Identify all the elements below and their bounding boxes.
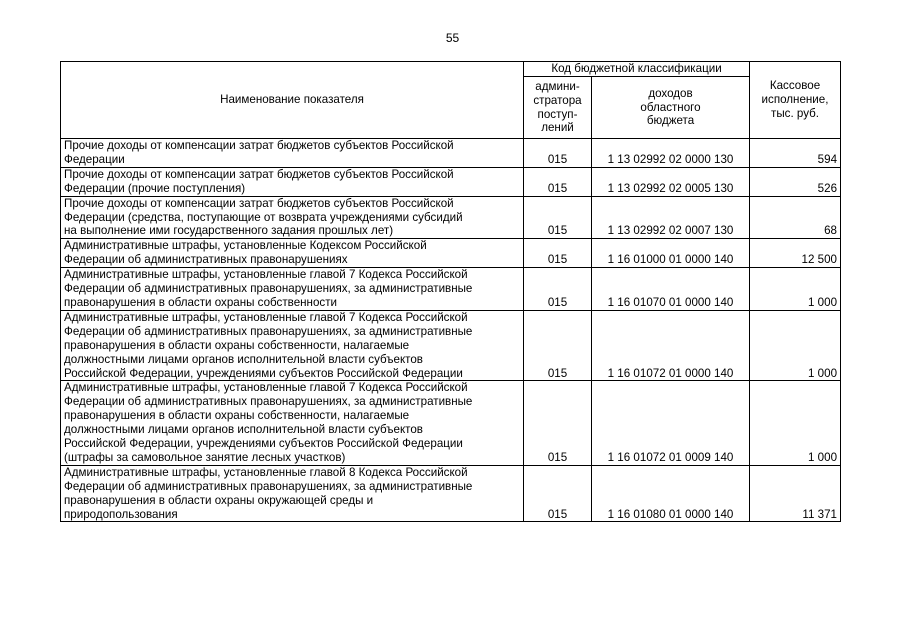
header-execution-line: исполнение, (761, 93, 829, 107)
indicator-name-line: правонарушения в области охраны собственности (64, 295, 337, 309)
administrator-code-cell: 015 (524, 310, 592, 381)
administrator-code-cell: 015 (524, 167, 592, 196)
indicator-name-line: (штрафы за самовольное занятие лесных участков) (64, 450, 346, 464)
table-row (61, 310, 841, 381)
cash-execution-value-cell: 526 (750, 167, 841, 196)
table-row (61, 465, 841, 522)
indicator-name-line: Федерации об административных правонарушениях (64, 253, 348, 267)
indicator-name-line: Административные штрафы, установленные главой 8 Кодекса Российской (64, 465, 468, 479)
administrator-code-cell: 015 (524, 196, 592, 239)
header-revenue-administrator (524, 77, 592, 139)
header-income-line: областного (640, 100, 701, 114)
cash-execution-value-cell: 1 000 (750, 381, 841, 465)
administrator-code-cell: 015 (524, 239, 592, 268)
table-row (61, 167, 841, 196)
income-code-cell: 1 13 02992 02 0000 130 (592, 139, 750, 168)
header-regional-budget-income (592, 77, 750, 139)
header-admin-line: админи- (535, 79, 580, 93)
header-income-line: доходов (648, 86, 693, 100)
table-row (61, 381, 841, 465)
header-execution-line: Кассовое (769, 79, 821, 93)
indicator-name-line: правонарушения в области охраны собственности, налагаемые (64, 338, 410, 352)
indicator-name-cell (61, 465, 524, 522)
table-row (61, 196, 841, 239)
header-admin-line: лений (541, 121, 574, 135)
indicator-name-cell (61, 381, 524, 465)
header-cash-execution (750, 62, 841, 139)
indicator-name-line: Федерации об административных правонарушениях, за административные (64, 324, 473, 338)
indicator-name-line: Российской Федерации, учреждениями субъектов Российской Федерации (64, 437, 463, 451)
indicator-name-line: правонарушения в области охраны собственности, налагаемые (64, 409, 410, 423)
budget-table (60, 61, 841, 522)
indicator-name-line: Прочие доходы от компенсации затрат бюджетов субъектов Российской (64, 167, 454, 181)
indicator-name-line: Федерации (64, 152, 125, 166)
indicator-name-cell (61, 310, 524, 381)
cash-execution-value-cell: 12 500 (750, 239, 841, 268)
header-budget-classification-code: Код бюджетной классификации (524, 62, 750, 77)
income-code-cell: 1 16 01080 01 0000 140 (592, 465, 750, 522)
indicator-name-line: Федерации (средства, поступающие от возврата учреждениями субсидий (64, 210, 463, 224)
income-code-cell: 1 16 01000 01 0000 140 (592, 239, 750, 268)
table-row (61, 268, 841, 311)
table-body (61, 139, 841, 522)
indicator-name-line: Административные штрафы, установленные главой 7 Кодекса Российской (64, 310, 468, 324)
income-code-cell: 1 13 02992 02 0007 130 (592, 196, 750, 239)
cash-execution-value-cell: 1 000 (750, 268, 841, 311)
cash-execution-value-cell: 68 (750, 196, 841, 239)
page-number: 55 (445, 31, 460, 45)
administrator-code-cell: 015 (524, 139, 592, 168)
table-row (61, 139, 841, 168)
indicator-name-line: природопользования (64, 507, 178, 521)
indicator-name-line: должностными лицами органов исполнительной власти субъектов (64, 423, 423, 437)
header-admin-line: поступ- (537, 107, 578, 121)
indicator-name-line: Административные штрафы, установленные главой 7 Кодекса Российской (64, 381, 468, 395)
administrator-code-cell: 015 (524, 268, 592, 311)
indicator-name-line: правонарушения в области охраны окружающей среды и (64, 493, 374, 507)
indicator-name-cell (61, 196, 524, 239)
indicator-name-line: Федерации (прочие поступления) (64, 181, 246, 195)
income-code-cell: 1 16 01070 01 0000 140 (592, 268, 750, 311)
cash-execution-value-cell: 594 (750, 139, 841, 168)
indicator-name-line: Прочие доходы от компенсации затрат бюджетов субъектов Российской (64, 139, 454, 152)
cash-execution-value-cell: 11 371 (750, 465, 841, 522)
indicator-name-line: Административные штрафы, установленные Кодексом Российской (64, 239, 427, 253)
header-execution-line: тыс. руб. (771, 106, 820, 120)
indicator-name-line: Федерации об административных правонарушениях, за административные (64, 479, 473, 493)
income-code-cell: 1 16 01072 01 0009 140 (592, 381, 750, 465)
indicator-name-line: Федерации об административных правонарушениях, за административные (64, 395, 473, 409)
income-code-cell: 1 13 02992 02 0005 130 (592, 167, 750, 196)
header-admin-line: стратора (533, 93, 582, 107)
table-row (61, 239, 841, 268)
indicator-name-line: Прочие доходы от компенсации затрат бюджетов субъектов Российской (64, 196, 454, 210)
indicator-name-cell (61, 139, 524, 168)
indicator-name-cell (61, 268, 524, 311)
indicator-name-line: должностными лицами органов исполнительной власти субъектов (64, 352, 423, 366)
header-income-line: бюджета (646, 114, 695, 128)
administrator-code-cell: 015 (524, 465, 592, 522)
header-indicator-name: Наименование показателя (61, 62, 524, 139)
indicator-name-line: Федерации об административных правонарушениях, за административные (64, 282, 473, 296)
indicator-name-line: Административные штрафы, установленные главой 7 Кодекса Российской (64, 268, 468, 282)
indicator-name-cell (61, 167, 524, 196)
income-code-cell: 1 16 01072 01 0000 140 (592, 310, 750, 381)
indicator-name-line: Российской Федерации, учреждениями субъектов Российской Федерации (64, 366, 463, 380)
cash-execution-value-cell: 1 000 (750, 310, 841, 381)
header-row-1 (61, 62, 841, 77)
administrator-code-cell: 015 (524, 381, 592, 465)
indicator-name-line: на выполнение ими государственного задания прошлых лет) (64, 224, 394, 238)
indicator-name-cell (61, 239, 524, 268)
